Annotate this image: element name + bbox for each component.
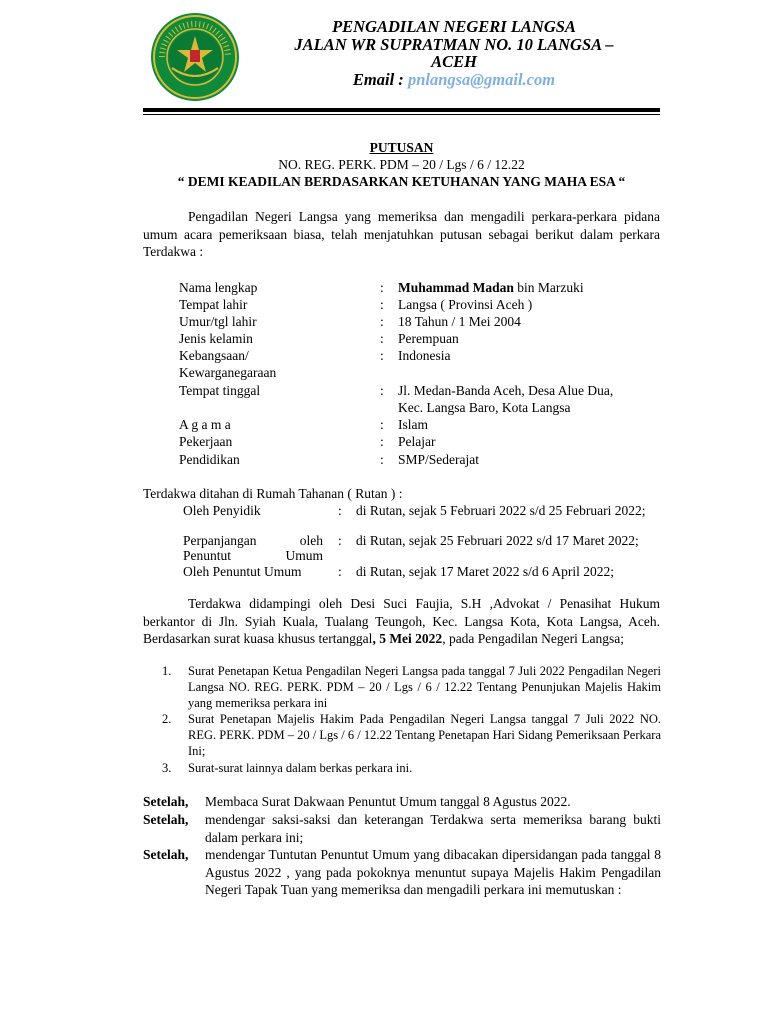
detention-label: Perpanjangan oleh Penuntut Umum bbox=[183, 533, 323, 563]
identity-colon: : bbox=[380, 280, 384, 295]
header-rule-thick bbox=[143, 108, 660, 112]
document-heading: PUTUSAN bbox=[369, 140, 434, 155]
identity-colon: : bbox=[380, 434, 384, 449]
intro-paragraph: Pengadilan Negeri Langsa yang memeriksa dan mengadili perkara-perkara pidana umum acara pemeriksaan biasa, telah menjatuhkan putusan sebagai berikut dalam perkara Terdakwa : bbox=[143, 209, 660, 259]
identity-label: Pendidikan bbox=[179, 452, 240, 467]
identity-value: Perempuan bbox=[398, 331, 459, 346]
email-link[interactable]: pnlangsa@gmail.com bbox=[407, 70, 556, 89]
address-line-1: JALAN WR SUPRATMAN NO. 10 LANGSA – bbox=[294, 35, 614, 54]
header-rule-thin bbox=[143, 114, 660, 115]
identity-label: Tempat tinggal bbox=[179, 383, 261, 398]
identity-label: Nama lengkap bbox=[179, 280, 258, 295]
email-label: Email : bbox=[352, 70, 404, 89]
counsel-paragraph: Terdakwa didampingi oleh Desi Suci Faujia, S.H ,Advokat / Penasihat Hukum berkantor di Jln. Syiah Kuala, Tualang Teungoh, Kec. Langsa Kota, Kota Langsa, Aceh. Berdasarkan surat kuasa khusus tertanggal, 5 Mei 2022, pada Pengadilan Negeri Langsa; bbox=[143, 596, 660, 646]
identity-value: 18 Tahun / 1 Mei 2004 bbox=[398, 314, 521, 329]
decision-motto: “ DEMI KEADILAN BERDASARKAN KETUHANAN YANG MAHA ESA “ bbox=[177, 174, 626, 189]
identity-label: Jenis kelamin bbox=[179, 331, 253, 346]
identity-colon: : bbox=[380, 417, 384, 432]
setelah-text: Membaca Surat Dakwaan Penuntut Umum tanggal 8 Agustus 2022. bbox=[205, 794, 571, 809]
detention-value: di Rutan, sejak 17 Maret 2022 s/d 6 April 2022; bbox=[356, 564, 614, 579]
list-item-text: Surat Penetapan Majelis Hakim Pada Pengadilan Negeri Langsa tanggal 7 Juli 2022 NO. REG. PERK. PDM – 20 / Lgs / 6 / 12.22 Tentang Penetapan Hari Sidang Pemeriksaan Perkara Ini; bbox=[188, 712, 661, 758]
identity-label: Umur/tgl lahir bbox=[179, 314, 257, 329]
setelah-text: mendengar saksi-saksi dan keterangan Terdakwa serta memeriksa barang bukti dalam perkara ini; bbox=[205, 812, 661, 845]
detention-value: di Rutan, sejak 25 Februari 2022 s/d 17 Maret 2022; bbox=[356, 533, 639, 548]
list-item-text: Surat-surat lainnya dalam berkas perkara ini. bbox=[188, 761, 413, 775]
setelah-label: Setelah, bbox=[143, 794, 189, 809]
identity-value: SMP/Sederajat bbox=[398, 452, 479, 467]
identity-value: Kec. Langsa Baro, Kota Langsa bbox=[398, 400, 571, 415]
setelah-label: Setelah, bbox=[143, 847, 189, 862]
identity-value: Pelajar bbox=[398, 434, 436, 449]
setelah-text: mendengar Tuntutan Penuntut Umum yang dibacakan dipersidangan pada tanggal 8 Agustus 2022 , yang pada pokoknya menuntut supaya Majelis Hakim Pengadilan Negeri Tapak Tuan yang memeriksa dan mengadili perkara ini memutuskan : bbox=[205, 847, 661, 897]
address-line-2: ACEH bbox=[431, 52, 477, 71]
identity-value: Islam bbox=[398, 417, 428, 432]
identity-colon: : bbox=[380, 383, 384, 398]
identity-label: Kewarganegaraan bbox=[179, 365, 277, 380]
identity-value: Langsa ( Provinsi Aceh ) bbox=[398, 297, 533, 312]
identity-value: Indonesia bbox=[398, 348, 451, 363]
court-seal-logo bbox=[150, 12, 240, 102]
list-item-number: 2. bbox=[162, 712, 172, 726]
detention-colon: : bbox=[338, 533, 342, 548]
identity-label: Kebangsaan/ bbox=[179, 348, 249, 363]
identity-colon: : bbox=[380, 297, 384, 312]
identity-label: Tempat lahir bbox=[179, 297, 248, 312]
detention-colon: : bbox=[338, 503, 342, 518]
identity-colon: : bbox=[380, 452, 384, 467]
list-item-number: 1. bbox=[162, 664, 172, 678]
detention-label: Oleh Penuntut Umum bbox=[183, 564, 302, 579]
identity-colon: : bbox=[380, 331, 384, 346]
setelah-label: Setelah, bbox=[143, 812, 189, 827]
registration-number: NO. REG. PERK. PDM – 20 / Lgs / 6 / 12.22 bbox=[278, 157, 525, 172]
detention-heading: Terdakwa ditahan di Rumah Tahanan ( Rutan ) : bbox=[143, 486, 403, 501]
identity-label: A g a m a bbox=[179, 417, 231, 432]
identity-colon: : bbox=[380, 314, 384, 329]
identity-label: Pekerjaan bbox=[179, 434, 233, 449]
email-line bbox=[262, 71, 646, 88]
list-item-text: Surat Penetapan Ketua Pengadilan Negeri Langsa pada tanggal 7 Juli 2022 Pengadilan Negeri Langsa NO. REG. PERK. PDM – 20 / Lgs / 6 / 12.22 Tentang Penunjukan Majelis Hakim yang memeriksa perkara ini bbox=[188, 664, 661, 710]
identity-colon: : bbox=[380, 348, 384, 363]
identity-value: Muhammad Madan bin Marzuki bbox=[398, 280, 584, 295]
list-item-number: 3. bbox=[162, 761, 172, 775]
detention-value: di Rutan, sejak 5 Februari 2022 s/d 25 Februari 2022; bbox=[356, 503, 646, 518]
court-name: PENGADILAN NEGERI LANGSA bbox=[332, 17, 576, 36]
detention-colon: : bbox=[338, 564, 342, 579]
identity-value: Jl. Medan-Banda Aceh, Desa Alue Dua, bbox=[398, 383, 614, 398]
detention-label: Oleh Penyidik bbox=[183, 503, 261, 518]
